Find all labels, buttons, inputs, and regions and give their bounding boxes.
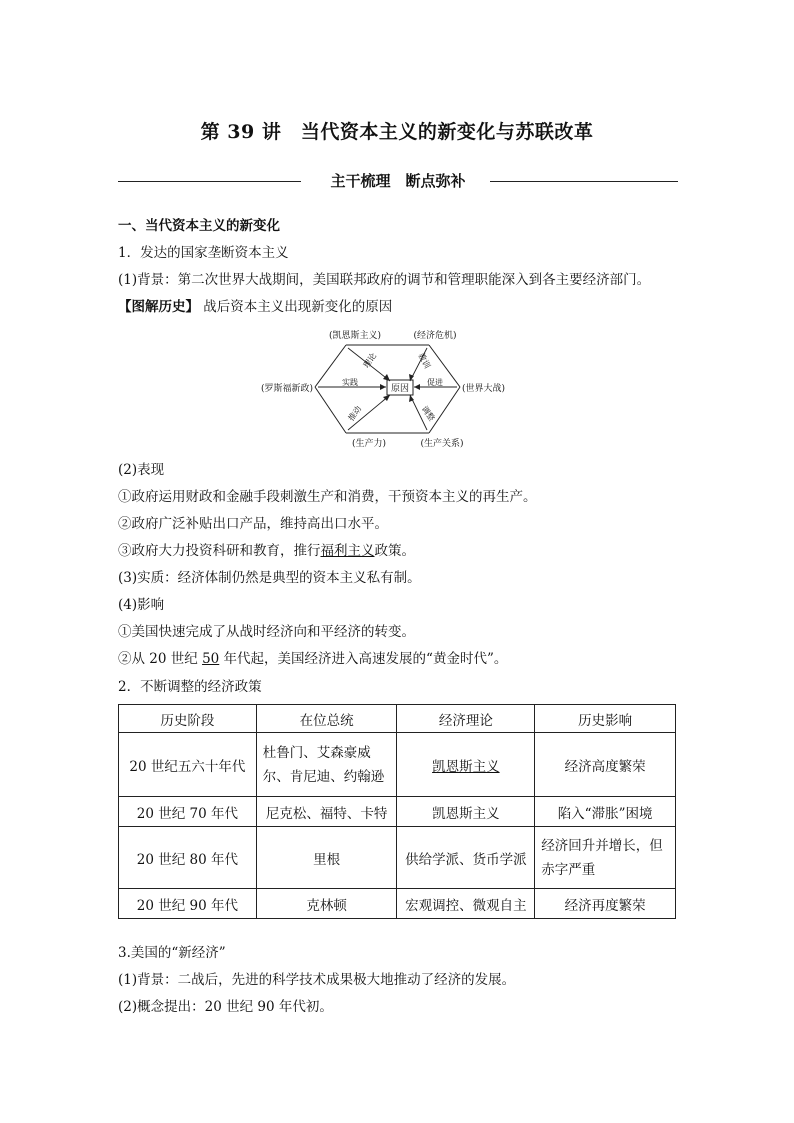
hex-edge-lower-right [429, 387, 460, 433]
edge-label-adjust: 调整 [419, 404, 437, 423]
table-header: 在位总统 [256, 705, 397, 733]
table-cell: 经济高度繁荣 [535, 733, 676, 797]
diagram-caption-tag: 【图解历史】 [118, 299, 199, 315]
paragraph-essence: (3)实质：经济体制仍然是典型的资本主义私有制。 [118, 570, 421, 586]
table-cell: 20 世纪 70 年代 [119, 797, 257, 827]
node-new-deal: (罗斯福新政) [260, 384, 313, 394]
node-productive-forces: (生产力) [351, 439, 387, 449]
table-cell: 供给学派、货币学派 [397, 827, 535, 889]
arrowhead-right [414, 384, 420, 390]
table-cell: 杜鲁门、艾森豪威尔、肯尼迪、约翰逊 [256, 733, 397, 797]
node-world-war: (世界大战) [462, 384, 506, 394]
table-cell: 凯恩斯主义 [397, 797, 535, 827]
edge-label-practice: 实践 [342, 378, 358, 387]
table-cell: 20 世纪五六十年代 [119, 733, 257, 797]
table-header: 历史阶段 [119, 705, 257, 733]
arrowhead-top-left [383, 374, 390, 381]
heading-part-one: 一、当代资本主义的新变化 [118, 218, 280, 234]
text-segment: 年代起，美国经济进入高速发展的“黄金时代”。 [219, 651, 508, 667]
table-cell: 20 世纪 90 年代 [119, 889, 257, 919]
table-header: 历史影响 [535, 705, 676, 733]
table-header-row [119, 705, 676, 733]
node-keynesianism: (凯恩斯主义) [328, 331, 382, 341]
table-cell: 20 世纪 80 年代 [119, 827, 257, 889]
list-item-manifestation-2: ②政府广泛补贴出口产品，维持高出口水平。 [118, 516, 388, 532]
center-label: 原因 [390, 384, 410, 394]
heading-point-2: 2．不断调整的经济政策 [118, 679, 262, 695]
list-item-influence-2 [118, 649, 507, 669]
list-item-influence-1: ①美国快速完成了从战时经济向和平经济的转变。 [118, 624, 415, 640]
diagram-caption [118, 297, 392, 317]
section-rule-right [490, 181, 678, 182]
hex-edge-lower-left [315, 387, 346, 433]
table-cell: 经济回升并增长，但赤字严重 [535, 827, 676, 889]
node-economic-crisis: (经济危机) [413, 331, 457, 341]
edge-label-lesson: 教训 [416, 351, 432, 371]
text-segment: 政策。 [374, 543, 415, 559]
paragraph-background: (1)背景：第二次世界大战期间，美国联邦政府的调节和管理职能深入到各主要经济部门。 [118, 272, 651, 288]
paragraph-manifestation: (2)表现 [118, 462, 165, 478]
table-cell: 凯恩斯主义 [397, 733, 535, 797]
list-item-manifestation-1: ①政府运用财政和金融手段刺激生产和消费，干预资本主义的再生产。 [118, 489, 537, 505]
list-item-manifestation-3 [118, 541, 415, 561]
causes-hexagon-diagram [260, 325, 520, 450]
arrowhead-left [380, 384, 386, 390]
heading-point-3: 3.美国的“新经济” [118, 945, 226, 961]
underlined-term-welfare: 福利主义 [320, 543, 375, 559]
table-cell: 陷入“滞胀”困境 [535, 797, 676, 827]
table-cell: 里根 [256, 827, 397, 889]
table-row [119, 797, 676, 827]
table-cell: 经济再度繁荣 [535, 889, 676, 919]
section-header [118, 170, 678, 194]
page-title: 第 39 讲 当代资本主义的新变化与苏联改革 [200, 121, 594, 143]
table-cell: 尼克松、福特、卡特 [256, 797, 397, 827]
table-row [119, 733, 676, 797]
diagram-caption-text: 战后资本主义出现新变化的原因 [199, 299, 393, 315]
underlined-number-50: 50 [202, 651, 220, 667]
economic-policy-table [118, 704, 676, 919]
table-cell: 克林顿 [256, 889, 397, 919]
node-relations-of-production: (生产关系) [420, 439, 464, 449]
edge-label-promote: 促进 [427, 378, 443, 387]
table-header: 经济理论 [397, 705, 535, 733]
table-row [119, 827, 676, 889]
table-row [119, 889, 676, 919]
paragraph-new-economy-background: (1)背景：二战后，先进的科学技术成果极大地推动了经济的发展。 [118, 972, 516, 988]
text-segment: ②从 20 世纪 [118, 651, 203, 667]
paragraph-influence: (4)影响 [118, 597, 165, 613]
edge-label-drive: 推动 [346, 404, 364, 423]
text-segment: ③政府大力投资科研和教育，推行 [118, 543, 321, 559]
section-title: 主干梳理 断点弥补 [330, 172, 466, 190]
paragraph-new-economy-concept: (2)概念提出：20 世纪 90 年代初。 [118, 999, 333, 1015]
edge-label-theory: 理论 [361, 351, 379, 370]
table-cell: 宏观调控、微观自主 [397, 889, 535, 919]
heading-point-1: 1．发达的国家垄断资本主义 [118, 245, 289, 261]
